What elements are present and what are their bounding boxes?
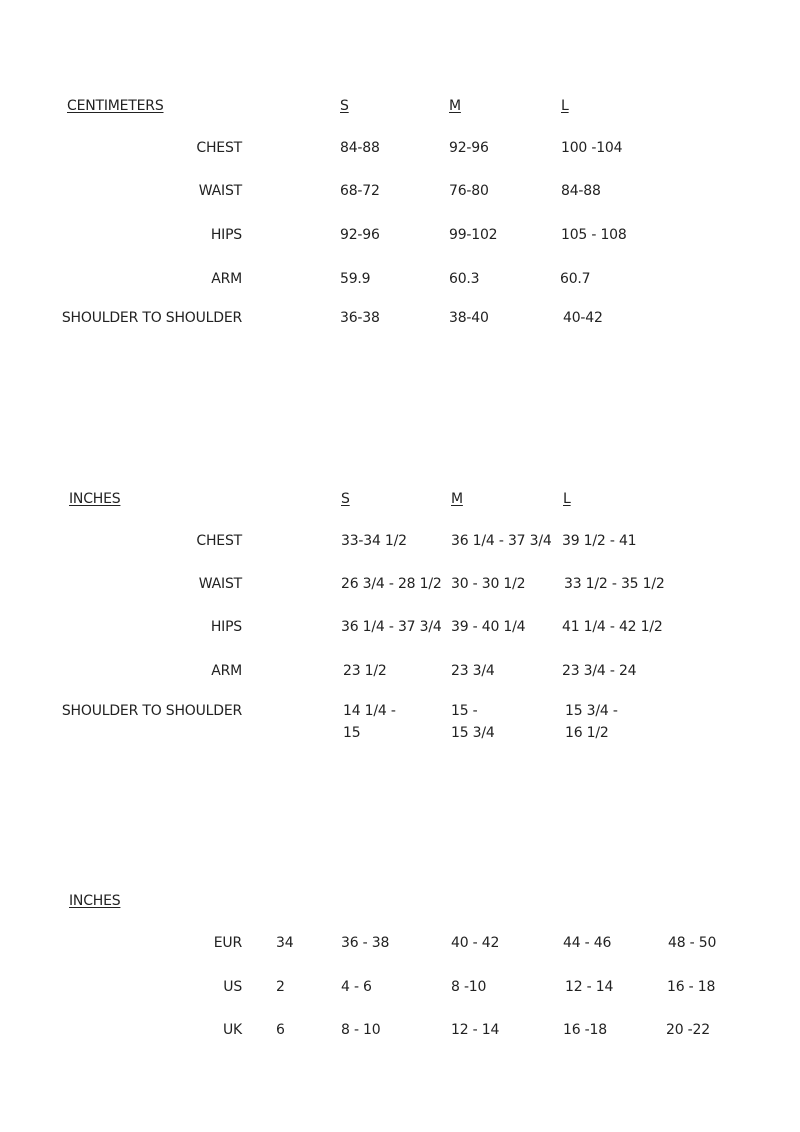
cell: 12 - 14 <box>451 1022 500 1038</box>
cell: 23 3/4 <box>451 663 495 679</box>
cell: 33-34 1/2 <box>341 533 407 549</box>
cell: 4 - 6 <box>341 979 372 995</box>
row-label-arm: ARM <box>211 271 242 287</box>
cell: 16 - 18 <box>667 979 716 995</box>
size-header-s: S <box>340 98 349 114</box>
cell: 12 - 14 <box>565 979 614 995</box>
cell: 8 - 10 <box>341 1022 381 1038</box>
cell: 6 <box>276 1022 285 1038</box>
cell: 44 - 46 <box>563 935 612 951</box>
cell: 59.9 <box>340 271 371 287</box>
size-header-m: M <box>449 98 461 114</box>
cell: 2 <box>276 979 285 995</box>
cell: 23 1/2 <box>343 663 387 679</box>
cell: 84-88 <box>561 183 601 199</box>
row-label-arm: ARM <box>211 663 242 679</box>
cell: 40 - 42 <box>451 935 500 951</box>
section-title: INCHES <box>69 491 121 507</box>
cell: 14 1/4 - 15 <box>343 703 396 741</box>
cell: 41 1/4 - 42 1/2 <box>562 619 663 635</box>
cell: 39 1/2 - 41 <box>562 533 637 549</box>
cell: 39 - 40 1/4 <box>451 619 526 635</box>
row-label-hips: HIPS <box>210 227 242 243</box>
row-label-hips: HIPS <box>210 619 242 635</box>
cell: 92-96 <box>340 227 380 243</box>
row-label-waist: WAIST <box>198 576 242 592</box>
cell: 60.3 <box>449 271 480 287</box>
cell: 15 3/4 - 16 1/2 <box>565 703 618 741</box>
row-label-chest: CHEST <box>196 533 242 549</box>
cell: 36 1/4 - 37 3/4 <box>341 619 442 635</box>
cell: 36 - 38 <box>341 935 390 951</box>
row-label-us: US <box>223 979 242 995</box>
cell: 92-96 <box>449 140 489 156</box>
size-header-s: S <box>341 491 350 507</box>
cell: 84-88 <box>340 140 380 156</box>
size-header-l: L <box>561 98 569 114</box>
cell: 30 - 30 1/2 <box>451 576 526 592</box>
cell: 23 3/4 - 24 <box>562 663 637 679</box>
size-header-l: L <box>563 491 571 507</box>
row-label-waist: WAIST <box>198 183 242 199</box>
row-label-eur: EUR <box>213 935 242 951</box>
cell: 68-72 <box>340 183 380 199</box>
cell: 100 -104 <box>561 140 623 156</box>
cell: 38-40 <box>449 310 489 326</box>
cell: 40-42 <box>563 310 603 326</box>
size-header-m: M <box>451 491 463 507</box>
cell: 33 1/2 - 35 1/2 <box>564 576 665 592</box>
cell: 26 3/4 - 28 1/2 <box>341 576 442 592</box>
cell: 48 - 50 <box>668 935 717 951</box>
row-label-shoulder: SHOULDER TO SHOULDER <box>61 310 242 326</box>
cell: 76-80 <box>449 183 489 199</box>
cell: 105 - 108 <box>561 227 627 243</box>
cell: 34 <box>276 935 294 951</box>
row-label-shoulder: SHOULDER TO SHOULDER <box>61 703 242 719</box>
cell: 99-102 <box>449 227 498 243</box>
section-title: CENTIMETERS <box>67 98 164 114</box>
cell: 15 - 15 3/4 <box>451 703 495 741</box>
cell: 16 -18 <box>563 1022 607 1038</box>
row-label-uk: UK <box>222 1022 242 1038</box>
cell: 36 1/4 - 37 3/4 <box>451 533 552 549</box>
row-label-chest: CHEST <box>196 140 242 156</box>
cell: 60.7 <box>560 271 591 287</box>
section-title: INCHES <box>69 893 121 909</box>
cell: 8 -10 <box>451 979 487 995</box>
cell: 20 -22 <box>666 1022 710 1038</box>
cell: 36-38 <box>340 310 380 326</box>
